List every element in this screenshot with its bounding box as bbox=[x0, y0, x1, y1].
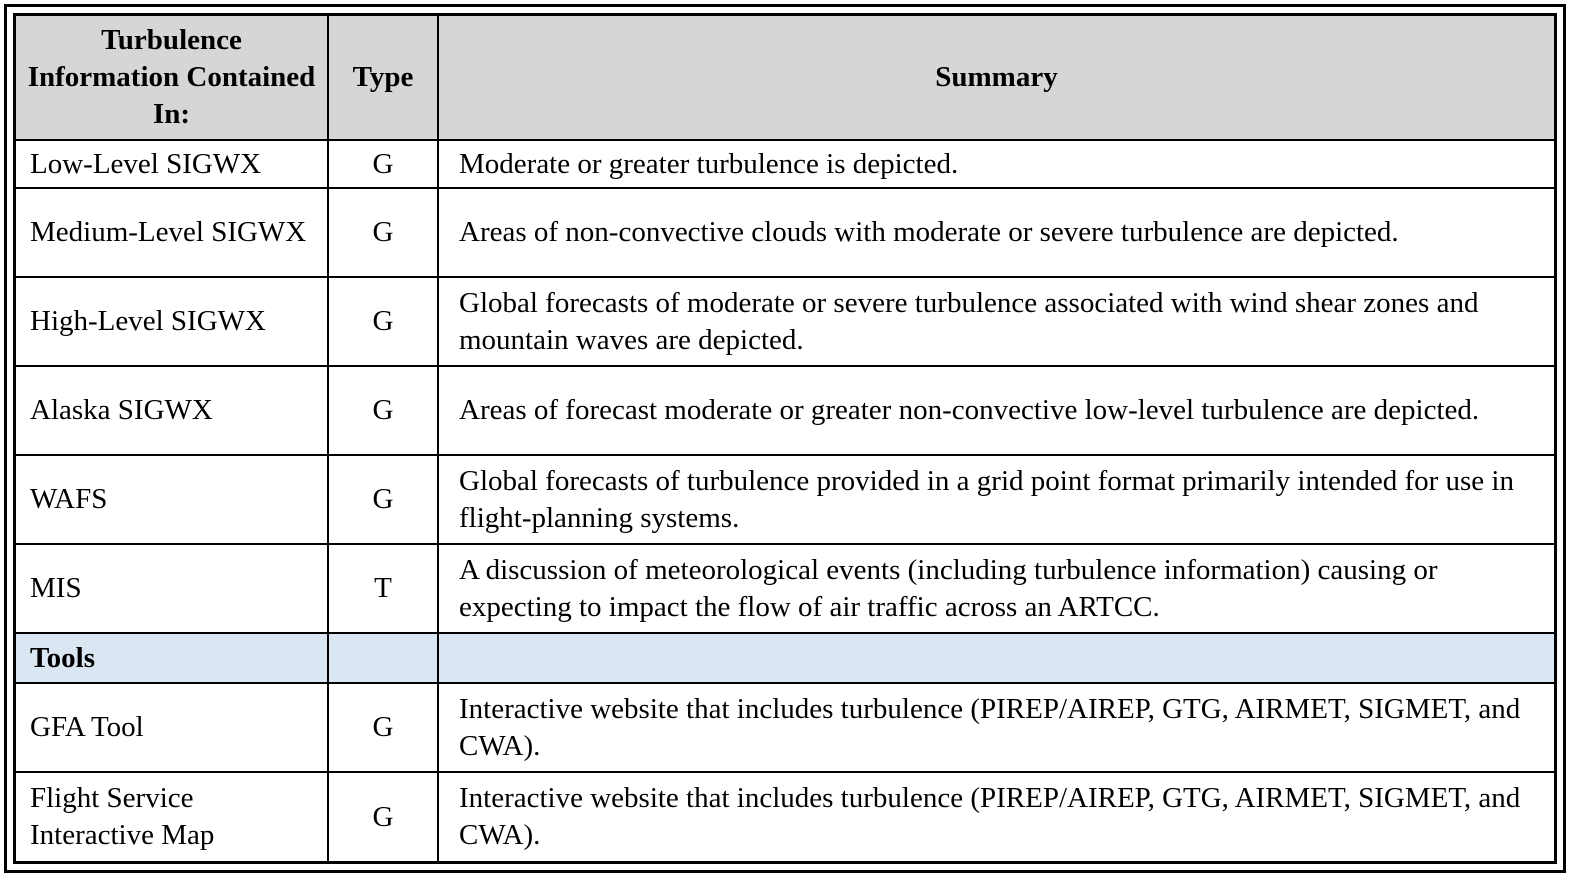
type-cell: G bbox=[328, 772, 438, 861]
source-cell: GFA Tool bbox=[16, 683, 328, 772]
summary-cell: Interactive website that includes turbulence (PIREP/AIREP, GTG, AIRMET, SIGMET, and CWA). bbox=[438, 683, 1554, 772]
header-row bbox=[16, 16, 1554, 140]
type-cell: G bbox=[328, 277, 438, 366]
table-row bbox=[16, 366, 1554, 455]
source-cell: High-Level SIGWX bbox=[16, 277, 328, 366]
source-cell: Alaska SIGWX bbox=[16, 366, 328, 455]
type-cell: T bbox=[328, 544, 438, 633]
header-source: Turbulence Information Contained In: bbox=[16, 16, 328, 140]
type-cell: G bbox=[328, 140, 438, 188]
section-empty-cell bbox=[328, 633, 438, 683]
source-cell: Flight Service Interactive Map bbox=[16, 772, 328, 861]
source-cell: MIS bbox=[16, 544, 328, 633]
table-row bbox=[16, 455, 1554, 544]
summary-cell: A discussion of meteorological events (including turbulence information) causing or expecting to impact the flow of air traffic across an ARTCC. bbox=[438, 544, 1554, 633]
section-empty-cell bbox=[438, 633, 1554, 683]
header-summary: Summary bbox=[438, 16, 1554, 140]
summary-cell: Areas of non-convective clouds with moderate or severe turbulence are depicted. bbox=[438, 188, 1554, 277]
type-cell: G bbox=[328, 366, 438, 455]
section-row-tools bbox=[16, 633, 1554, 683]
table-row bbox=[16, 544, 1554, 633]
section-label: Tools bbox=[16, 633, 328, 683]
type-cell: G bbox=[328, 188, 438, 277]
header-type: Type bbox=[328, 16, 438, 140]
table-row bbox=[16, 140, 1554, 188]
source-cell: WAFS bbox=[16, 455, 328, 544]
summary-cell: Interactive website that includes turbulence (PIREP/AIREP, GTG, AIRMET, SIGMET, and CWA). bbox=[438, 772, 1554, 861]
type-cell: G bbox=[328, 683, 438, 772]
table-row bbox=[16, 772, 1554, 861]
summary-cell: Moderate or greater turbulence is depicted. bbox=[438, 140, 1554, 188]
table-row bbox=[16, 188, 1554, 277]
source-cell: Medium-Level SIGWX bbox=[16, 188, 328, 277]
table-row bbox=[16, 683, 1554, 772]
type-cell: G bbox=[328, 455, 438, 544]
summary-cell: Global forecasts of turbulence provided in a grid point format primarily intended for use in flight-planning systems. bbox=[438, 455, 1554, 544]
summary-cell: Areas of forecast moderate or greater non-convective low-level turbulence are depicted. bbox=[438, 366, 1554, 455]
turbulence-information-table bbox=[16, 16, 1554, 861]
table-row bbox=[16, 277, 1554, 366]
summary-cell: Global forecasts of moderate or severe turbulence associated with wind shear zones and mountain waves are depicted. bbox=[438, 277, 1554, 366]
source-cell: Low-Level SIGWX bbox=[16, 140, 328, 188]
